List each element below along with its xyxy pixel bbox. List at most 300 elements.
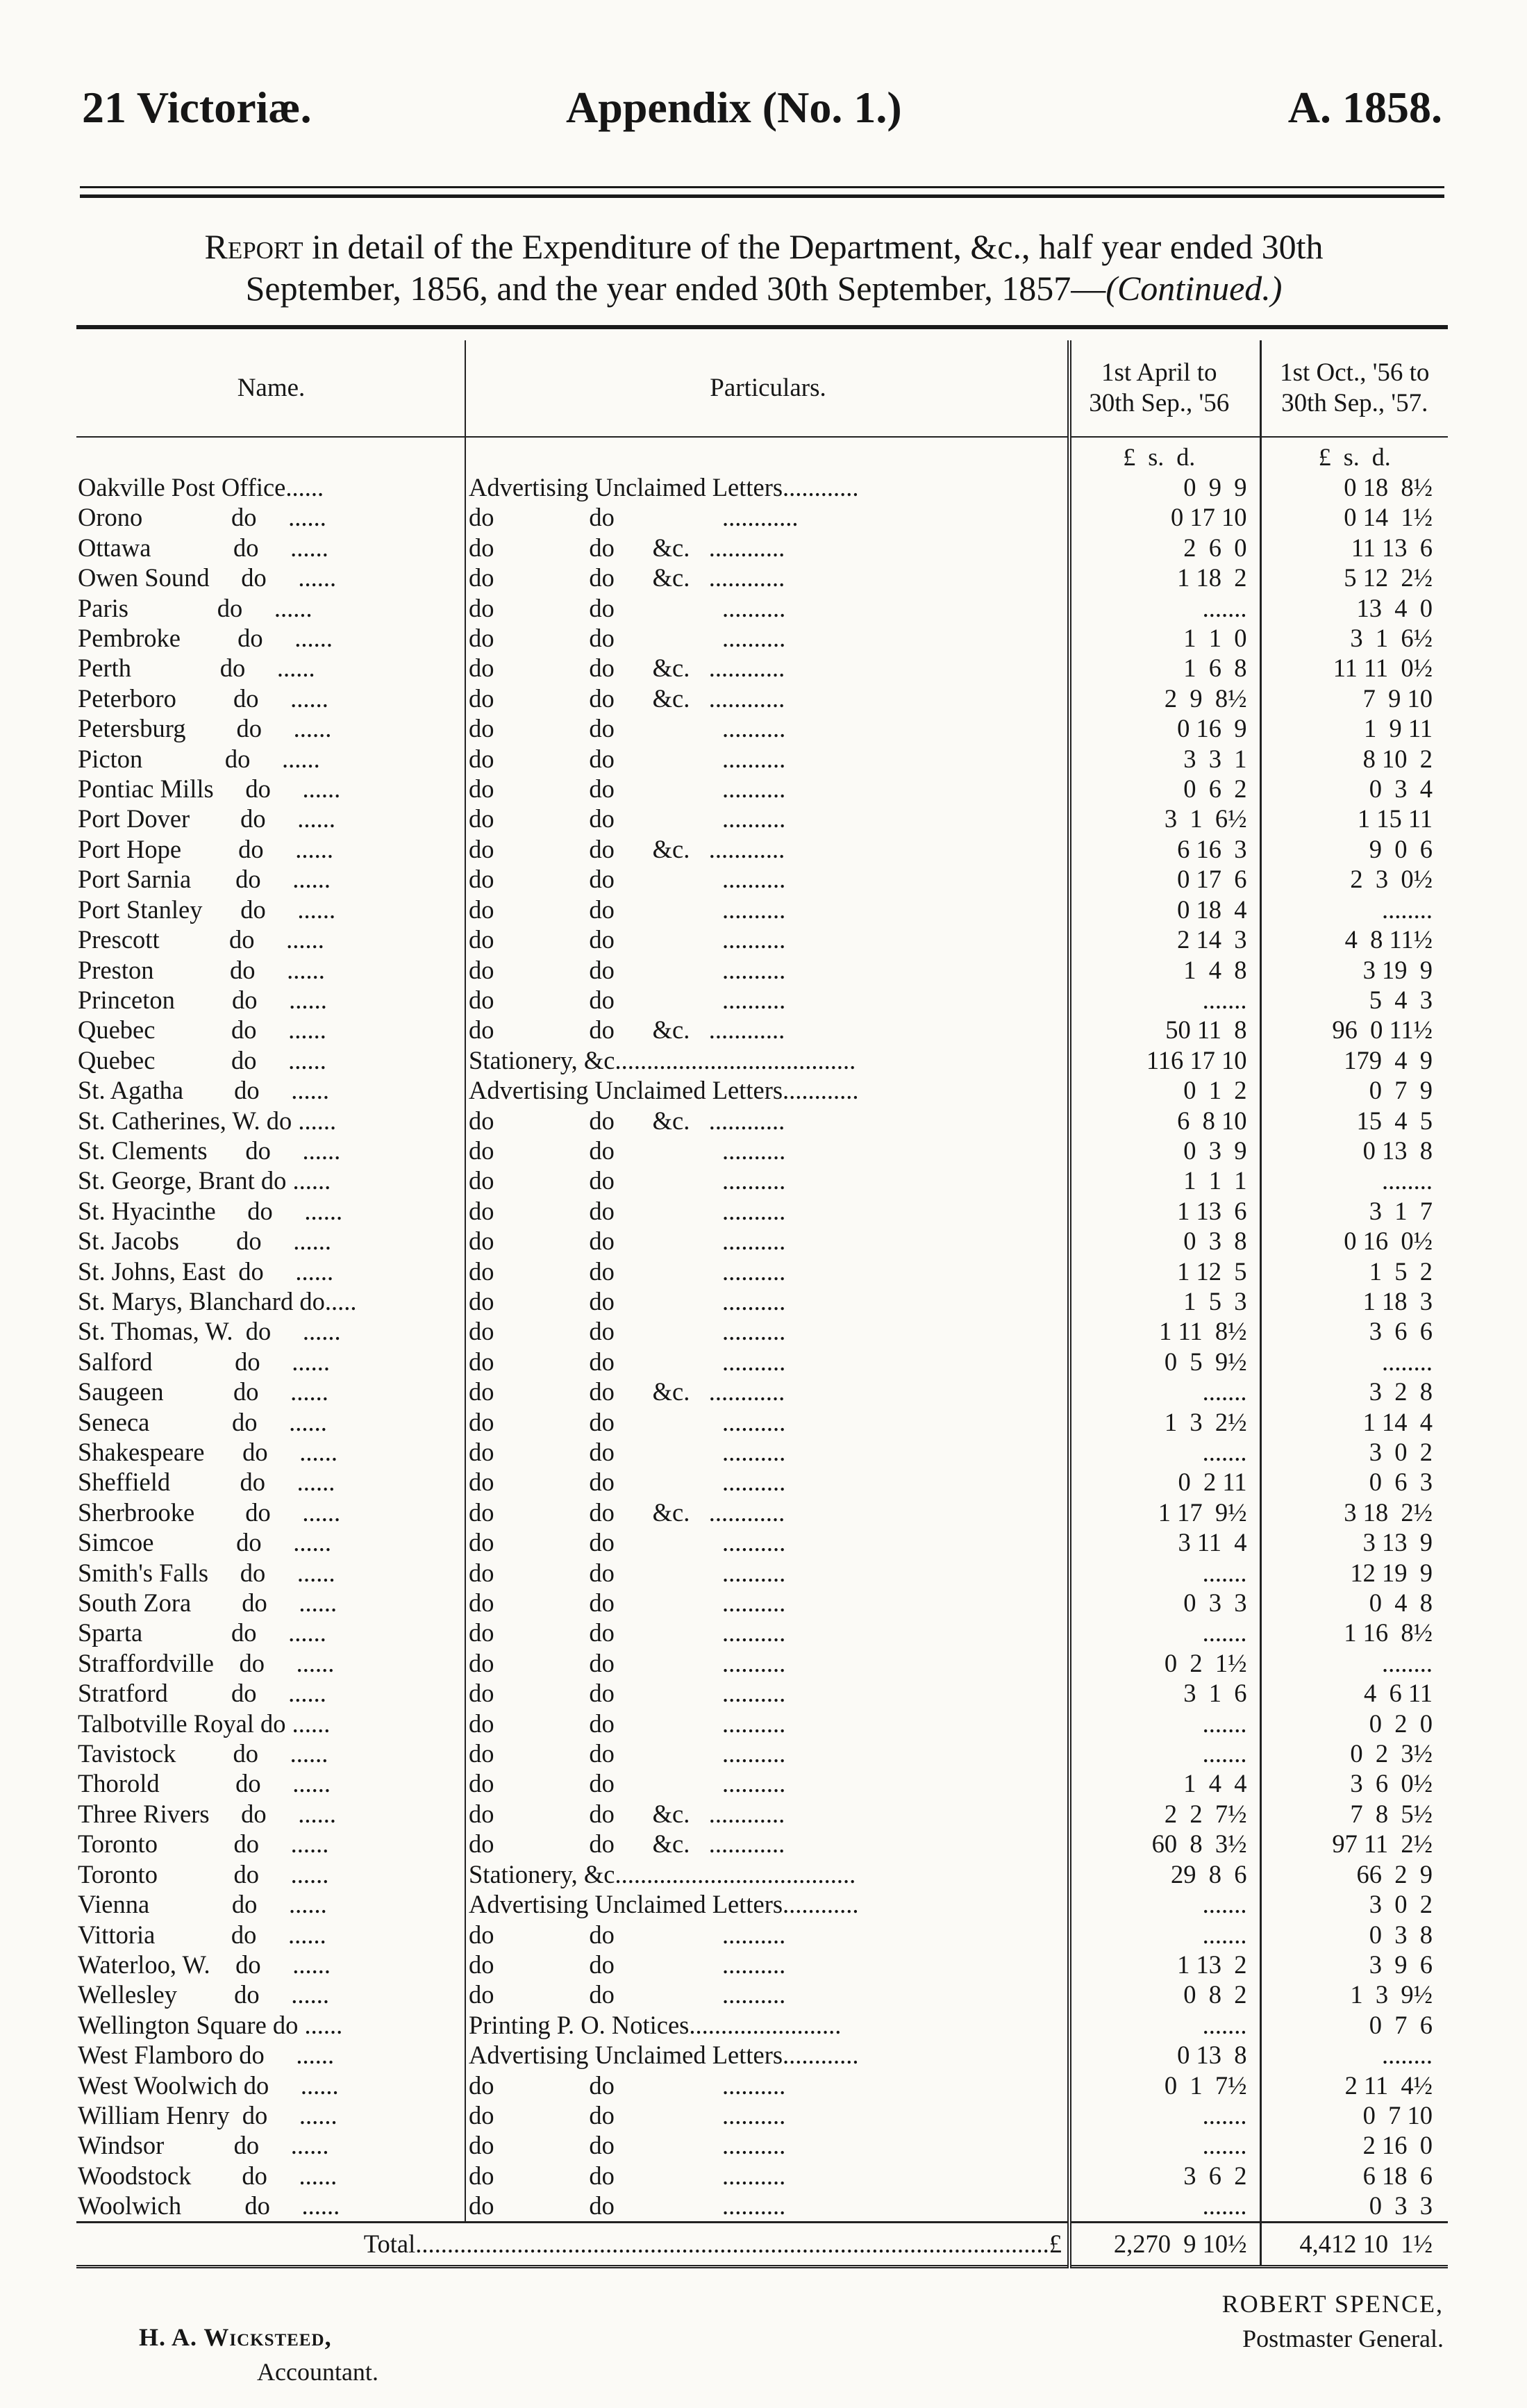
- row-amount-1857: 0 6 3: [1369, 1468, 1433, 1497]
- header-period-b: [1260, 340, 1448, 437]
- table-row: [76, 1799, 1448, 1829]
- row-amount-1856: .......: [1069, 1889, 1260, 1919]
- row-name: Preston do ......: [76, 955, 465, 985]
- row-amount-1856: 0 5 9½: [1069, 1347, 1260, 1377]
- total-label: Total....................................................................................................£: [76, 2222, 1069, 2266]
- row-particulars: do do ..........: [465, 593, 1069, 623]
- row-amount-1857: 1 9 11: [1363, 714, 1433, 743]
- table-row: [76, 1407, 1448, 1437]
- row-particulars: do do ..........: [465, 1226, 1069, 1256]
- row-particulars: Advertising Unclaimed Letters............: [465, 1075, 1069, 1105]
- row-name: St. Agatha do ......: [76, 1075, 465, 1105]
- table-row: [76, 1377, 1448, 1406]
- row-particulars: do do &c. ............: [465, 834, 1069, 864]
- table-row: [76, 713, 1448, 743]
- row-particulars: do do &c. ............: [465, 563, 1069, 592]
- table-row: [76, 1497, 1448, 1527]
- row-amount-1857: ........: [1382, 895, 1433, 924]
- row-name: Wellington Square do ......: [76, 2010, 465, 2040]
- table-row: [76, 593, 1448, 623]
- table-row: [76, 2161, 1448, 2191]
- table-row: [76, 1316, 1448, 1346]
- row-particulars: do do ..........: [465, 2161, 1069, 2191]
- row-amount-1856: 3 6 2: [1069, 2161, 1260, 2191]
- row-amount-1856: .......: [1069, 2010, 1260, 2040]
- row-amount-1857: 0 14 1½: [1344, 503, 1433, 532]
- row-amount-1857: ........: [1382, 1347, 1433, 1376]
- row-amount-1857: 3 0 2: [1369, 1890, 1433, 1919]
- row-name: Windsor do ......: [76, 2130, 465, 2160]
- row-name: Toronto do ......: [76, 1859, 465, 1889]
- row-name: Woolwich do ......: [76, 2191, 465, 2222]
- row-particulars: Stationery, &c......................................: [465, 1045, 1069, 1075]
- row-amount-1857: 1 18 3: [1362, 1286, 1433, 1315]
- table-row: [76, 1648, 1448, 1678]
- row-amount-1856: 0 2 1½: [1069, 1648, 1260, 1678]
- row-amount-1857: 0 7 10: [1362, 2100, 1433, 2129]
- row-name: Talbotville Royal do ......: [76, 1709, 465, 1738]
- row-amount-1856: 1 18 2: [1069, 563, 1260, 592]
- row-particulars: do do ..........: [465, 1678, 1069, 1708]
- row-amount-1856: .......: [1069, 1558, 1260, 1588]
- row-particulars: do do ..........: [465, 1286, 1069, 1316]
- row-amount-1857: ........: [1382, 2041, 1433, 2070]
- row-particulars: do do ..........: [465, 744, 1069, 774]
- row-amount-1856: 6 8 10: [1069, 1106, 1260, 1136]
- row-amount-1856: 0 16 9: [1069, 713, 1260, 743]
- row-particulars: Advertising Unclaimed Letters............: [465, 472, 1069, 502]
- row-name: Seneca do ......: [76, 1407, 465, 1437]
- row-amount-1857: 0 3 8: [1369, 1920, 1433, 1949]
- row-name: Saugeen do ......: [76, 1377, 465, 1406]
- report-title: [49, 226, 1479, 309]
- table-row: [76, 1015, 1448, 1045]
- row-particulars: do do ..........: [465, 804, 1069, 833]
- row-name: St. Thomas, W. do ......: [76, 1316, 465, 1346]
- row-name: Sheffield do ......: [76, 1467, 465, 1497]
- table-row: [76, 1950, 1448, 1979]
- header-session: 21 Victoriæ.: [82, 83, 312, 132]
- row-name: Port Sarnia do ......: [76, 864, 465, 894]
- row-particulars: do do ..........: [465, 1347, 1069, 1377]
- row-amount-1857: 2 3 0½: [1350, 865, 1433, 894]
- row-amount-1857: 0 7 9: [1369, 1076, 1433, 1105]
- row-amount-1856: 0 13 8: [1069, 2040, 1260, 2070]
- row-amount-1857: 7 8 5½: [1350, 1799, 1433, 1828]
- header-period-b-line1: 1st Oct., '56 to: [1280, 358, 1430, 387]
- row-amount-1857: 0 2 0: [1369, 1709, 1433, 1738]
- table-row: [76, 1558, 1448, 1588]
- row-amount-1857: 8 10 2: [1362, 744, 1433, 773]
- header-period-a-line2: 30th Sep., '56: [1089, 389, 1230, 417]
- row-name: Smith's Falls do ......: [76, 1558, 465, 1588]
- table-row: [76, 1075, 1448, 1105]
- row-name: Vienna do ......: [76, 1889, 465, 1919]
- row-amount-1857: 3 18 2½: [1344, 1497, 1433, 1527]
- total-a: 2,270 9 10½: [1069, 2222, 1260, 2266]
- table-row: [76, 1136, 1448, 1165]
- row-amount-1856: 3 1 6: [1069, 1678, 1260, 1708]
- header-particulars: Particulars.: [465, 340, 1069, 437]
- table-row: [76, 1226, 1448, 1256]
- row-particulars: Printing P. O. Notices........................: [465, 2010, 1069, 2040]
- row-amount-1857: 2 11 4½: [1344, 2070, 1433, 2100]
- table-row: [76, 653, 1448, 683]
- row-amount-1856: 2 14 3: [1069, 924, 1260, 954]
- row-name: Ottawa do ......: [76, 533, 465, 563]
- row-amount-1857: ........: [1382, 1648, 1433, 1677]
- table-row: [76, 2100, 1448, 2130]
- row-amount-1857: 3 6 6: [1369, 1317, 1433, 1346]
- row-name: Oakville Post Office......: [76, 472, 465, 502]
- row-name: Stratford do ......: [76, 1678, 465, 1708]
- table-row: [76, 1467, 1448, 1497]
- row-particulars: do do &c. ............: [465, 1106, 1069, 1136]
- row-particulars: do do ............: [465, 502, 1069, 532]
- row-particulars: do do &c. ............: [465, 1497, 1069, 1527]
- row-name: Petersburg do ......: [76, 713, 465, 743]
- row-amount-1857: 1 5 2: [1369, 1256, 1433, 1286]
- row-name: West Woolwich do ......: [76, 2070, 465, 2100]
- row-amount-1857: 0 16 0½: [1344, 1227, 1433, 1256]
- row-amount-1856: 29 8 6: [1069, 1859, 1260, 1889]
- table-body: [76, 472, 1448, 2222]
- row-particulars: do do &c. ............: [465, 683, 1069, 713]
- table-row: [76, 1678, 1448, 1708]
- row-name: Tavistock do ......: [76, 1738, 465, 1768]
- row-name: Sparta do ......: [76, 1618, 465, 1647]
- row-name: Princeton do ......: [76, 985, 465, 1015]
- row-amount-1856: 1 5 3: [1069, 1286, 1260, 1316]
- row-amount-1856: .......: [1069, 1738, 1260, 1768]
- row-amount-1857: 3 1 6½: [1350, 624, 1433, 653]
- row-amount-1857: 13 4 0: [1356, 593, 1433, 622]
- row-particulars: do do ..........: [465, 1136, 1069, 1165]
- row-amount-1856: 0 17 10: [1069, 502, 1260, 532]
- table-top-rule: [76, 325, 1448, 329]
- table-row: [76, 472, 1448, 502]
- row-name: Quebec do ......: [76, 1015, 465, 1045]
- row-amount-1857: 0 2 3½: [1350, 1739, 1433, 1768]
- table-row: [76, 955, 1448, 985]
- row-name: Orono do ......: [76, 502, 465, 532]
- row-amount-1857: 3 6 0½: [1350, 1769, 1433, 1798]
- row-amount-1857: 11 13 6: [1351, 533, 1433, 562]
- row-amount-1856: 2 6 0: [1069, 533, 1260, 563]
- row-name: Prescott do ......: [76, 924, 465, 954]
- row-amount-1856: 2 2 7½: [1069, 1799, 1260, 1829]
- row-name: Paris do ......: [76, 593, 465, 623]
- header-period-b-line2: 30th Sep., '57.: [1281, 389, 1428, 417]
- row-amount-1856: 3 1 6½: [1069, 804, 1260, 833]
- row-particulars: do do ..........: [465, 2130, 1069, 2160]
- row-particulars: do do ..........: [465, 1709, 1069, 1738]
- row-amount-1856: 0 8 2: [1069, 1979, 1260, 2009]
- row-amount-1857: 96 0 11½: [1332, 1015, 1433, 1045]
- row-name: Thorold do ......: [76, 1768, 465, 1798]
- row-particulars: do do ..........: [465, 1437, 1069, 1467]
- row-amount-1856: 1 13 2: [1069, 1950, 1260, 1979]
- table-row: [76, 1859, 1448, 1889]
- table-row: [76, 533, 1448, 563]
- table-row: [76, 744, 1448, 774]
- table-row: [76, 1106, 1448, 1136]
- row-amount-1856: .......: [1069, 2100, 1260, 2130]
- row-name: Toronto do ......: [76, 1829, 465, 1859]
- row-amount-1857: 0 18 8½: [1344, 473, 1433, 501]
- row-particulars: do do ..........: [465, 1950, 1069, 1979]
- accountant-signature: [139, 2320, 378, 2389]
- row-amount-1857: 1 16 8½: [1344, 1618, 1433, 1647]
- row-amount-1856: 2 9 8½: [1069, 683, 1260, 713]
- row-amount-1856: 0 2 11: [1069, 1467, 1260, 1497]
- row-particulars: do do &c. ............: [465, 1377, 1069, 1406]
- table-row: [76, 1196, 1448, 1226]
- row-amount-1857: 4 8 11½: [1344, 925, 1433, 954]
- row-name: Port Hope do ......: [76, 834, 465, 864]
- table-row: [76, 1527, 1448, 1557]
- row-amount-1856: 0 18 4: [1069, 895, 1260, 924]
- row-particulars: do do ..........: [465, 1407, 1069, 1437]
- row-particulars: Advertising Unclaimed Letters............: [465, 1889, 1069, 1919]
- row-amount-1857: 4 6 11: [1363, 1679, 1433, 1708]
- row-name: Port Stanley do ......: [76, 895, 465, 924]
- row-amount-1856: .......: [1069, 1437, 1260, 1467]
- header-period-a: [1069, 340, 1260, 437]
- row-amount-1857: 3 2 8: [1369, 1377, 1433, 1406]
- row-amount-1856: 0 9 9: [1069, 472, 1260, 502]
- row-amount-1857: 0 3 3: [1369, 2191, 1433, 2220]
- row-name: Shakespeare do ......: [76, 1437, 465, 1467]
- table-row: [76, 2040, 1448, 2070]
- header-period-a-line1: 1st April to: [1101, 358, 1217, 387]
- row-name: St. Johns, East do ......: [76, 1256, 465, 1286]
- row-name: Straffordville do ......: [76, 1648, 465, 1678]
- row-name: Vittoria do ......: [76, 1920, 465, 1950]
- row-particulars: do do ..........: [465, 623, 1069, 653]
- row-name: Salford do ......: [76, 1347, 465, 1377]
- row-amount-1857: 97 11 2½: [1332, 1829, 1433, 1859]
- row-name: St. Clements do ......: [76, 1136, 465, 1165]
- table-row: [76, 623, 1448, 653]
- row-amount-1856: 1 1 0: [1069, 623, 1260, 653]
- row-particulars: do do ..........: [465, 1467, 1069, 1497]
- row-amount-1856: 0 17 6: [1069, 864, 1260, 894]
- row-particulars: do do &c. ............: [465, 1829, 1069, 1859]
- row-amount-1856: 1 13 6: [1069, 1196, 1260, 1226]
- postmaster-name: ROBERT SPENCE,: [1221, 2290, 1444, 2318]
- row-amount-1857: 7 9 10: [1362, 683, 1433, 713]
- row-amount-1856: 60 8 3½: [1069, 1829, 1260, 1859]
- row-particulars: do do ..........: [465, 2100, 1069, 2130]
- row-name: Picton do ......: [76, 744, 465, 774]
- accountant-title: Accountant.: [257, 2358, 378, 2386]
- row-particulars: do do &c. ............: [465, 1799, 1069, 1829]
- row-amount-1857: 179 4 9: [1344, 1045, 1433, 1074]
- row-particulars: do do ..........: [465, 955, 1069, 985]
- postmaster-signature: [1222, 2286, 1444, 2356]
- row-amount-1856: 0 1 7½: [1069, 2070, 1260, 2100]
- row-amount-1856: .......: [1069, 985, 1260, 1015]
- row-amount-1856: 116 17 10: [1069, 1045, 1260, 1075]
- row-particulars: do do ..........: [465, 1920, 1069, 1950]
- row-amount-1857: 12 19 9: [1350, 1558, 1433, 1587]
- row-amount-1857: 5 12 2½: [1344, 563, 1433, 592]
- row-amount-1857: 15 4 5: [1356, 1106, 1433, 1135]
- header-rule-thin: [80, 186, 1444, 188]
- row-name: Owen Sound do ......: [76, 563, 465, 592]
- row-amount-1856: .......: [1069, 1709, 1260, 1738]
- title-line2: September, 1856, and the year ended 30th September, 1857—: [245, 269, 1106, 308]
- accountant-name: H. A. Wicksteed,: [139, 2323, 332, 2351]
- row-particulars: do do ..........: [465, 2070, 1069, 2100]
- row-amount-1857: 0 7 6: [1369, 2010, 1433, 2039]
- row-name: Waterloo, W. do ......: [76, 1950, 465, 1979]
- table-row: [76, 1256, 1448, 1286]
- row-amount-1856: 50 11 8: [1069, 1015, 1260, 1045]
- row-name: St. Jacobs do ......: [76, 1226, 465, 1256]
- row-amount-1857: 0 13 8: [1362, 1136, 1433, 1165]
- row-name: William Henry do ......: [76, 2100, 465, 2130]
- row-amount-1857: 9 0 6: [1369, 834, 1433, 863]
- row-name: Perth do ......: [76, 653, 465, 683]
- row-amount-1856: 0 3 9: [1069, 1136, 1260, 1165]
- table-row: [76, 1286, 1448, 1316]
- row-particulars: do do ..........: [465, 985, 1069, 1015]
- table-row: [76, 1709, 1448, 1738]
- row-amount-1856: .......: [1069, 1377, 1260, 1406]
- table-row: [76, 2070, 1448, 2100]
- row-amount-1856: 1 6 8: [1069, 653, 1260, 683]
- row-particulars: do do ..........: [465, 1316, 1069, 1346]
- row-particulars: do do ..........: [465, 1979, 1069, 2009]
- row-amount-1857: 1 15 11: [1357, 804, 1433, 833]
- table-row: [76, 1738, 1448, 1768]
- postmaster-title: Postmaster General.: [1242, 2325, 1444, 2352]
- row-name: Three Rivers do ......: [76, 1799, 465, 1829]
- row-amount-1856: .......: [1069, 593, 1260, 623]
- row-name: St. George, Brant do ......: [76, 1165, 465, 1195]
- units-b: £ s. d.: [1318, 442, 1391, 471]
- row-particulars: do do ..........: [465, 1738, 1069, 1768]
- table-row: [76, 1829, 1448, 1859]
- table-row: [76, 502, 1448, 532]
- row-amount-1856: 0 3 3: [1069, 1588, 1260, 1618]
- row-amount-1857: 3 1 7: [1369, 1196, 1433, 1225]
- row-amount-1856: .......: [1069, 1618, 1260, 1647]
- row-name: Pontiac Mills do ......: [76, 774, 465, 804]
- table-row: [76, 985, 1448, 1015]
- row-amount-1857: 3 9 6: [1369, 1950, 1433, 1979]
- title-line1: in detail of the Expenditure of the Department, &c., half year ended 30th: [303, 227, 1324, 266]
- row-particulars: do do ..........: [465, 1165, 1069, 1195]
- table-row: [76, 2010, 1448, 2040]
- row-name: Simcoe do ......: [76, 1527, 465, 1557]
- table-row: [76, 2191, 1448, 2222]
- row-particulars: do do ..........: [465, 924, 1069, 954]
- table-row: [76, 1768, 1448, 1798]
- row-particulars: do do ..........: [465, 713, 1069, 743]
- row-amount-1856: 6 16 3: [1069, 834, 1260, 864]
- row-particulars: do do &c. ............: [465, 653, 1069, 683]
- row-amount-1857: 0 4 8: [1369, 1588, 1433, 1618]
- table-row: [76, 1979, 1448, 2009]
- table-row: [76, 895, 1448, 924]
- row-amount-1857: 5 4 3: [1369, 985, 1433, 1014]
- row-amount-1857: 1 3 9½: [1350, 1980, 1433, 2009]
- total-b: 4,412 10 1½: [1260, 2222, 1448, 2266]
- header-appendix: Appendix (No. 1.): [566, 83, 902, 132]
- table-row: [76, 1920, 1448, 1950]
- table-row: [76, 774, 1448, 804]
- row-particulars: Advertising Unclaimed Letters............: [465, 2040, 1069, 2070]
- table-row: [76, 834, 1448, 864]
- table-row: [76, 2130, 1448, 2160]
- header-name: Name.: [76, 340, 465, 437]
- row-amount-1857: 3 13 9: [1362, 1528, 1433, 1557]
- row-particulars: do do ..........: [465, 1648, 1069, 1678]
- row-particulars: do do ..........: [465, 1527, 1069, 1557]
- row-amount-1856: .......: [1069, 1920, 1260, 1950]
- row-amount-1857: 3 0 2: [1369, 1438, 1433, 1466]
- row-amount-1856: 0 1 2: [1069, 1075, 1260, 1105]
- table-row: [76, 804, 1448, 833]
- row-amount-1857: ........: [1382, 1166, 1433, 1195]
- row-particulars: do do ..........: [465, 2191, 1069, 2222]
- row-particulars: do do ..........: [465, 1196, 1069, 1226]
- table-row: [76, 864, 1448, 894]
- row-name: Peterboro do ......: [76, 683, 465, 713]
- row-amount-1856: 1 17 9½: [1069, 1497, 1260, 1527]
- row-amount-1857: 66 2 9: [1356, 1859, 1433, 1888]
- row-particulars: do do ..........: [465, 1588, 1069, 1618]
- row-amount-1856: .......: [1069, 2191, 1260, 2222]
- row-name: South Zora do ......: [76, 1588, 465, 1618]
- row-amount-1857: 11 11 0½: [1333, 654, 1433, 683]
- row-amount-1856: 3 11 4: [1069, 1527, 1260, 1557]
- row-name: Sherbrooke do ......: [76, 1497, 465, 1527]
- row-name: Woodstock do ......: [76, 2161, 465, 2191]
- row-amount-1856: .......: [1069, 2130, 1260, 2160]
- row-particulars: do do ..........: [465, 774, 1069, 804]
- row-particulars: do do ..........: [465, 1618, 1069, 1647]
- table-row: [76, 924, 1448, 954]
- row-particulars: do do ..........: [465, 864, 1069, 894]
- row-name: St. Catherines, W. do ......: [76, 1106, 465, 1136]
- row-particulars: do do ..........: [465, 1768, 1069, 1798]
- row-amount-1857: 0 3 4: [1369, 774, 1433, 804]
- row-particulars: Stationery, &c......................................: [465, 1859, 1069, 1889]
- row-amount-1856: 0 3 8: [1069, 1226, 1260, 1256]
- row-amount-1856: 1 1 1: [1069, 1165, 1260, 1195]
- row-amount-1856: 1 12 5: [1069, 1256, 1260, 1286]
- table-row: [76, 1437, 1448, 1467]
- row-name: Pembroke do ......: [76, 623, 465, 653]
- row-amount-1856: 1 4 8: [1069, 955, 1260, 985]
- table-row: [76, 1618, 1448, 1647]
- row-amount-1856: 0 6 2: [1069, 774, 1260, 804]
- total-row: [76, 2222, 1448, 2266]
- row-name: West Flamboro do ......: [76, 2040, 465, 2070]
- row-particulars: do do ..........: [465, 1558, 1069, 1588]
- row-name: Quebec do ......: [76, 1045, 465, 1075]
- row-particulars: do do &c. ............: [465, 533, 1069, 563]
- header-year: A. 1858.: [1287, 83, 1442, 132]
- table-row: [76, 1347, 1448, 1377]
- row-particulars: do do &c. ............: [465, 1015, 1069, 1045]
- title-continued: (Continued.): [1105, 269, 1283, 308]
- row-amount-1856: 1 11 8½: [1069, 1316, 1260, 1346]
